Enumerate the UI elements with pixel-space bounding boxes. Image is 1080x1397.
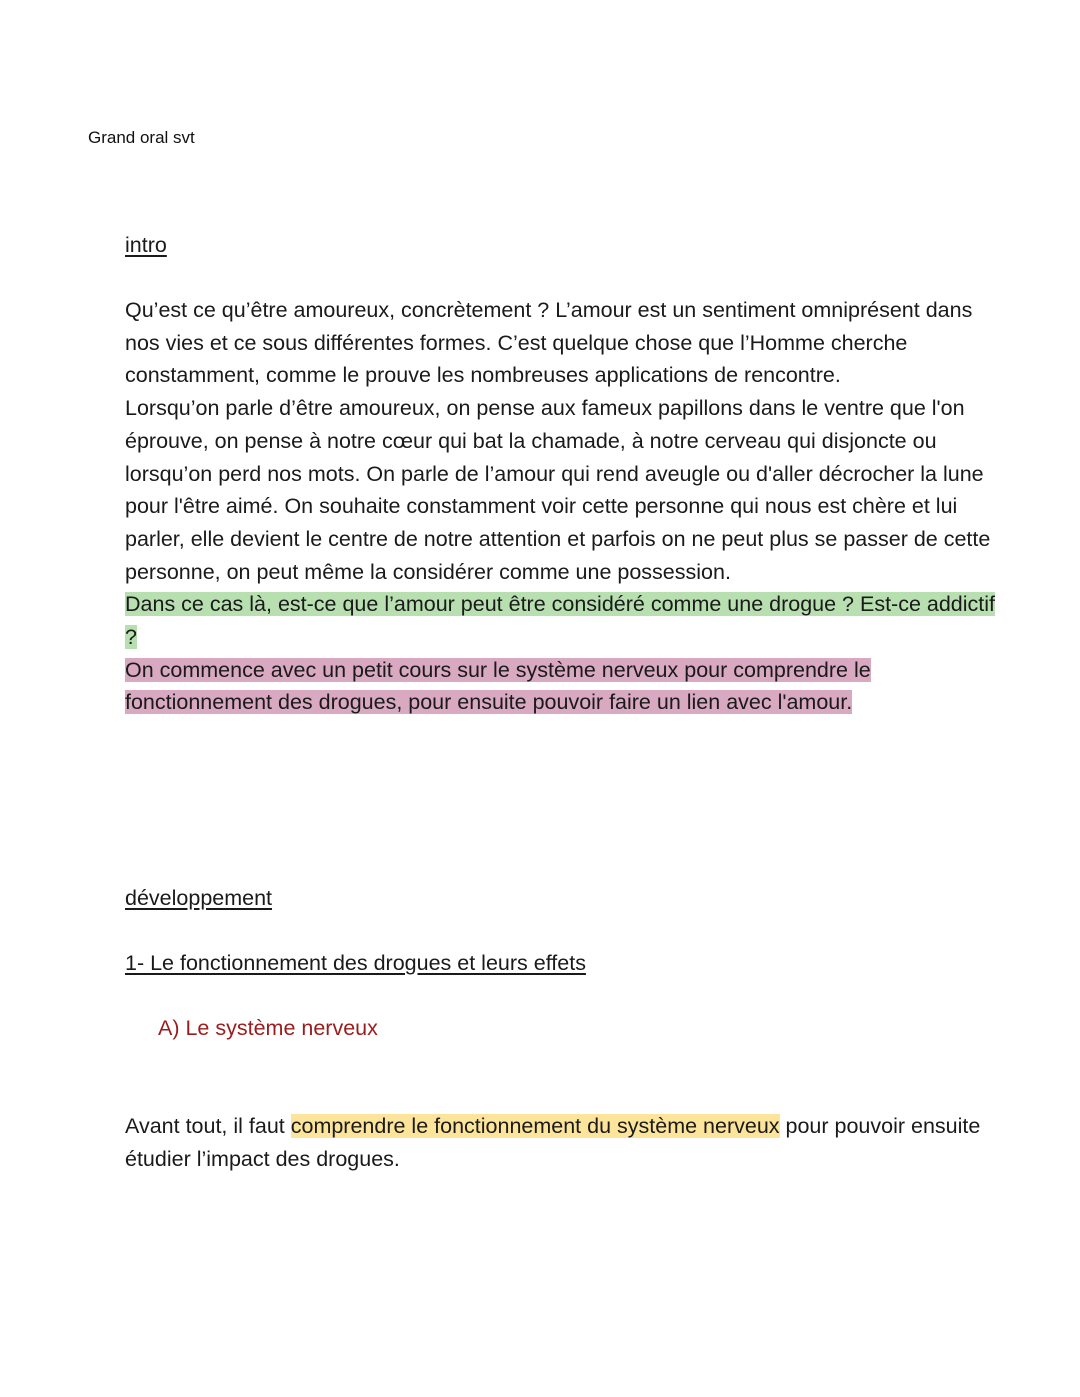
- intro-paragraph-1: Qu’est ce qu’être amoureux, concrètement ? L’amour est un sentiment omniprésent dans nos vies et ce sous différentes formes. C’est quelque chose que l’Homme cherche constamment, comme le prouve les nombreuses applications de rencontre.: [125, 298, 973, 388]
- body-text-end: pour pouvoir ensuite étudier l’impact des drogues.: [125, 1114, 981, 1171]
- intro-paragraph-2: Lorsqu’on parle d’être amoureux, on pense aux fameux papillons dans le ventre que l'on éprouve, on pense à notre cœur qui bat la chamade, à notre cerveau qui disjoncte ou lorsqu’on perd nos mots. On parle de l’amour qui rend aveugle ou d'aller décrocher la lune pour l'être aimé. On souhaite constamment voir cette personne qui nous est chère et lui parler, elle devient le centre de notre attention et parfois on ne peut plus se passer de cette personne, on peut même la considérer comme une possession.: [125, 396, 991, 584]
- section-a-heading: A) Le système nerveux: [158, 1016, 378, 1040]
- problem-statement: Dans ce cas là, est-ce que l’amour peut être considéré comme une drogue ? Est-ce addictif ?: [125, 592, 996, 650]
- plan-statement: On commence avec un petit cours sur le système nerveux pour comprendre le fonctionnement des drogues, pour ensuite pouvoir faire un lien avec l'amour.: [125, 657, 871, 715]
- body-text-start: Avant tout, il faut: [125, 1114, 291, 1138]
- document-header-title: Grand oral svt: [88, 128, 195, 147]
- body-highlighted-text: comprendre le fonctionnement du système nerveux: [290, 1114, 780, 1138]
- intro-heading: intro: [125, 233, 167, 257]
- body-paragraph: [125, 1110, 1005, 1175]
- development-heading: développement: [125, 886, 273, 910]
- part-1-heading: 1- Le fonctionnement des drogues et leurs effets: [125, 951, 586, 975]
